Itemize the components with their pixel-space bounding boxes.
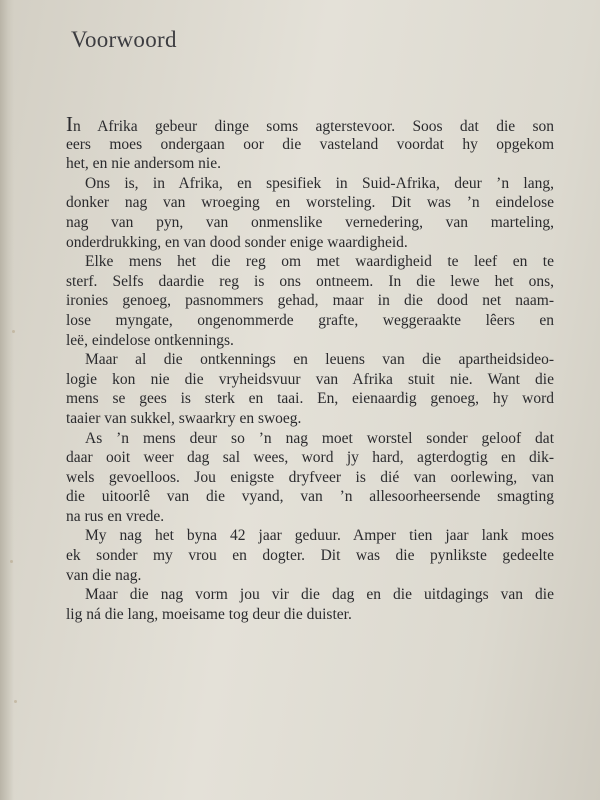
text-line-content: onderdrukking, en van dood sonder enige waardigheid.	[66, 233, 408, 251]
text-line-content: lig ná die lang, moeisame tog deur die duister.	[66, 605, 352, 623]
text-line-content: Maar die nag vorm jou vir die dag en die uitdagings van die	[85, 586, 554, 604]
text-line-content: Elke mens het die reg om met waardigheid te leef en te	[85, 253, 554, 271]
text-line-content: van die nag.	[66, 566, 142, 584]
text-line-content: ironies genoeg, pasnommers gehad, maar in die dood net naam-	[66, 292, 554, 310]
paper-speck	[12, 330, 15, 333]
text-line-content: sterf. Selfs daardie reg is ons ontneem. In die lewe het ons,	[66, 272, 554, 290]
text-line-content: My nag het byna 42 jaar geduur. Amper tien jaar lank moes	[85, 527, 554, 545]
text-line-content: leë, eindelose ontkennings.	[66, 331, 234, 349]
text-line	[66, 174, 554, 194]
text-line-content: het, en nie andersom nie.	[66, 155, 221, 173]
text-line	[66, 429, 554, 449]
text-line	[66, 605, 554, 625]
text-line	[66, 389, 554, 409]
text-line	[66, 252, 554, 272]
text-line-content: lose myngate, ongenommerde grafte, weggeraakte lêers en	[66, 311, 554, 329]
text-line	[66, 487, 554, 507]
drop-cap: I	[66, 115, 73, 135]
text-line-content: donker nag van wroeging en worsteling. Dit was ’n eindelose	[66, 194, 554, 212]
text-line	[66, 272, 554, 292]
text-line-content: n Afrika gebeur dinge soms agterstevoor. Soos dat die son	[73, 118, 554, 135]
text-line	[66, 331, 554, 351]
text-line	[66, 585, 554, 605]
page-binding-edge	[0, 0, 14, 800]
text-line	[66, 291, 554, 311]
text-line-content: As ’n mens deur so ’n nag moet worstel sonder geloof dat	[85, 429, 554, 447]
text-line	[66, 311, 554, 331]
foreword-text	[66, 115, 554, 624]
page-title: Voorwoord	[71, 27, 177, 52]
text-line	[66, 526, 554, 546]
paper-speck	[10, 560, 13, 563]
text-line	[66, 370, 554, 390]
text-line	[66, 546, 554, 566]
text-line-content: logie kon nie die vryheidsvuur van Afrika stuit nie. Want die	[66, 370, 554, 388]
text-line	[66, 468, 554, 488]
text-line	[66, 566, 554, 586]
text-line-content: daar ooit weer dag sal wees, word jy hard, agterdogtig en dik-	[66, 449, 554, 467]
text-line-content: taaier van sukkel, swaarkry en swoeg.	[66, 409, 302, 427]
text-line	[66, 193, 554, 213]
text-line	[66, 350, 554, 370]
text-line	[66, 135, 554, 155]
text-line-content: nag van pyn, van onmenslike vernedering, van marteling,	[66, 213, 554, 231]
text-line-content: ek sonder my vrou en dogter. Dit was die pynlikste gedeelte	[66, 547, 554, 565]
text-line	[66, 448, 554, 468]
text-line-content: na rus en vrede.	[66, 507, 165, 525]
text-line	[66, 409, 554, 429]
text-line-content: mens se gees is sterk en taai. En, eienaardig genoeg, hy word	[66, 390, 554, 408]
text-line	[66, 154, 554, 174]
text-line	[66, 233, 554, 253]
paper-speck	[14, 700, 17, 703]
text-line-content: Ons is, in Afrika, en spesifiek in Suid-Afrika, deur ’n lang,	[85, 174, 554, 192]
text-line	[66, 507, 554, 527]
text-line-content: die uitoorlê van die vyand, van ’n allesoorheersende smagting	[66, 488, 554, 506]
text-line	[66, 115, 554, 135]
text-line-content: eers moes ondergaan oor die vasteland voordat hy opgekom	[66, 135, 554, 153]
text-line	[66, 213, 554, 233]
text-line-content: Maar al die ontkennings en leuens van die apartheidsideo-	[85, 351, 554, 369]
text-line-content: wels gevoelloos. Jou enigste dryfveer is dié van oorlewing, van	[66, 468, 554, 486]
